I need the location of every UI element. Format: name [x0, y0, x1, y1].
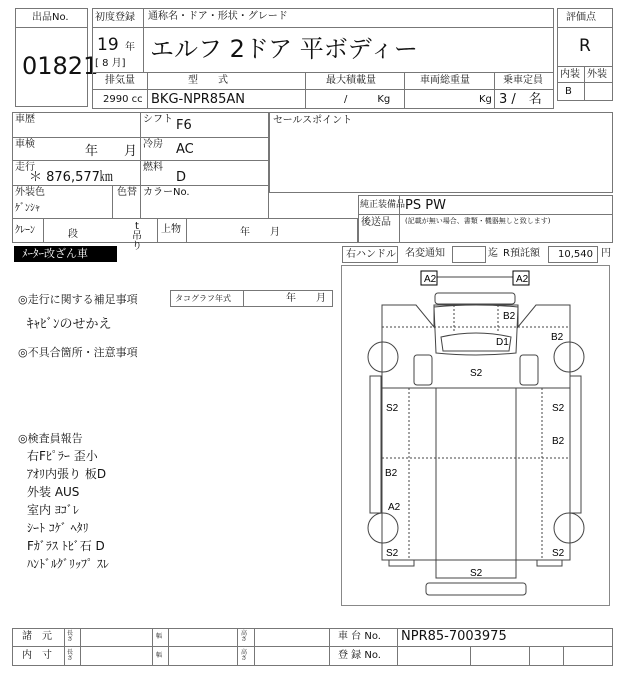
- damage-mark: S2: [386, 403, 399, 414]
- recycle-unit: 円: [601, 248, 611, 259]
- shaken-value: 年 月: [85, 144, 138, 159]
- length-label: 長さ: [67, 649, 74, 662]
- crane-label: ｸﾚｰﾝ: [15, 225, 35, 236]
- damage-mark: S2: [552, 548, 565, 559]
- damage-mark: A2: [388, 502, 401, 513]
- first-reg-cell: [92, 8, 144, 28]
- fuel-label: 燃料: [143, 162, 163, 173]
- gross-weight-label: 車両総重量: [420, 75, 470, 86]
- model-type: BKG-NPR85AN: [151, 92, 245, 107]
- chassis-number: NPR85-7003975: [401, 629, 507, 644]
- shaken-cell: [12, 137, 141, 161]
- body-label-cell: [157, 218, 187, 243]
- reg-label: 登 録 No.: [338, 650, 381, 661]
- later-label: 後送品: [361, 217, 391, 228]
- color-cell: [12, 185, 113, 219]
- mileage-label: 走行: [15, 162, 35, 173]
- inspector-item: ｱｵﾘ内張り 板D: [27, 467, 107, 481]
- type-label: 型 式: [188, 75, 228, 86]
- year-unit: 年: [125, 42, 135, 53]
- first-reg-label: 初度登録: [95, 12, 135, 23]
- ac-label: 冷房: [143, 139, 163, 150]
- chassis-label: 車 台 No.: [338, 631, 381, 642]
- interior-grade: B: [565, 86, 572, 97]
- ac-value: AC: [176, 142, 194, 157]
- damage-mark: D1: [496, 337, 509, 348]
- recycle-cell: [548, 246, 598, 263]
- equipment-value: PS PW: [405, 198, 446, 213]
- exterior-cell: [584, 82, 613, 101]
- divider: [243, 291, 244, 306]
- grade-cell: [557, 27, 613, 67]
- damage-mark: B2: [503, 311, 516, 322]
- reg-cell: [529, 646, 564, 666]
- damage-mark: A2: [424, 274, 437, 285]
- recycle-mark: 迄: [488, 248, 498, 259]
- inspector-item: ﾊﾝﾄﾞﾙｸﾞﾘｯﾌﾟ ｽﾚ: [27, 557, 109, 571]
- color-no-cell: [140, 185, 269, 219]
- right-hand-label: 右ハンドル: [346, 249, 396, 260]
- equipment-label: 純正装備品: [360, 200, 406, 210]
- inspector-label: ◎検査員報告: [18, 432, 83, 445]
- sales-point-box: [269, 112, 613, 193]
- tacho-cell: [170, 290, 333, 307]
- damage-mark: S2: [470, 568, 483, 579]
- color-label: 外装色: [15, 187, 45, 198]
- damage-mark: A2: [516, 274, 529, 285]
- lot-number: 01821: [22, 52, 99, 80]
- damage-mark: B2: [551, 332, 564, 343]
- driving-notes-label: ◎走行に関する補足事項: [18, 293, 138, 306]
- crane-stage: 段: [68, 229, 78, 240]
- recycle-label: R預託額: [503, 248, 540, 259]
- interior-label-cell: [557, 66, 585, 83]
- later-note: (記載が無い場合、書類・機器無しと致します): [405, 217, 551, 225]
- crane-label-cell: [12, 218, 44, 243]
- height-label: 高さ: [241, 649, 248, 662]
- spec-label: 諸 元: [22, 631, 52, 642]
- inspector-item: ｼｰﾄ ｺｹﾞ ﾍﾀﾘ: [27, 521, 89, 535]
- history-cell: [12, 112, 141, 138]
- later-label-cell: [358, 214, 400, 243]
- interior-cell: [557, 82, 585, 101]
- color-change-cell: [112, 185, 141, 219]
- grade-label-cell: [557, 8, 613, 28]
- shift-value: F6: [176, 118, 192, 133]
- color-change-label: 色替: [117, 187, 137, 198]
- damage-mark: S2: [552, 403, 565, 414]
- exterior-label: 外装: [587, 69, 607, 80]
- model-name: エルフ 2ドア 平ボディー: [150, 35, 418, 63]
- grade-score: R: [579, 36, 591, 56]
- damage-mark: B2: [552, 436, 565, 447]
- maxload-cell: [305, 89, 405, 109]
- ac-cell: [140, 137, 269, 161]
- inspector-item: Fｶﾞﾗｽ ﾄﾋﾞ石 D: [27, 539, 105, 553]
- gross-weight-value: Kg: [479, 94, 492, 105]
- crane-ton: t 吊り: [132, 221, 142, 252]
- shift-cell: [140, 112, 269, 138]
- sales-point-label: セールスポイント: [273, 115, 353, 126]
- displacement-value: 2990 cc: [103, 94, 143, 105]
- type-cell: [147, 89, 306, 109]
- capacity-label: 乗車定員: [503, 75, 543, 86]
- capacity-label-cell: [494, 72, 554, 90]
- width-label: 幅: [156, 652, 163, 659]
- driving-notes-text: ｷｬﾋﾞﾝのせかえ: [27, 317, 112, 332]
- meter-tamper-badge: ﾒｰﾀｰ改ざん車: [14, 246, 117, 262]
- inner-label: 内 寸: [22, 650, 52, 661]
- inspector-item: 右Fﾋﾟﾗｰ 歪小: [27, 449, 98, 463]
- maxload-label-cell: [305, 72, 405, 90]
- shift-label: シフト: [143, 114, 173, 125]
- mileage-cell: [12, 160, 141, 186]
- panel-dividers: [382, 305, 570, 560]
- reg-year: 19: [97, 35, 119, 55]
- color-no-label: カラーNo.: [143, 187, 190, 198]
- tacho-label: タコグラフ年式: [175, 294, 231, 303]
- vehicle-damage-diagram: [341, 265, 611, 606]
- reg-month: [ 8 月]: [95, 58, 126, 69]
- damage-mark: S2: [386, 548, 399, 559]
- gross-label-cell: [404, 72, 495, 90]
- fuel-value: D: [176, 170, 187, 185]
- history-label: 車歴: [15, 114, 35, 125]
- equipment-label-cell: [358, 195, 406, 215]
- inspector-items: [27, 447, 109, 573]
- width-label: 幅: [156, 633, 163, 640]
- fuel-cell: [140, 160, 269, 186]
- disp-cell: [92, 89, 148, 109]
- type-label-cell: [147, 72, 306, 90]
- name-change-label: 名変通知: [405, 248, 445, 259]
- name-label: 通称名・ドア・形状・グレード: [148, 11, 288, 22]
- max-load-label: 最大積載量: [326, 75, 376, 86]
- mileage-value: ＊ 876,577㎞: [29, 170, 113, 185]
- lot-label-cell: [15, 8, 88, 28]
- length-label: 長さ: [67, 630, 74, 643]
- damage-mark: S2: [470, 368, 483, 379]
- displacement-label: 排気量: [105, 75, 135, 86]
- shaken-label: 車検: [15, 139, 35, 150]
- truck-outline: [368, 271, 584, 595]
- damage-mark: B2: [385, 468, 398, 479]
- body-label: 上物: [161, 224, 181, 235]
- height-label: 高さ: [241, 630, 248, 643]
- body-date: 年 月: [240, 227, 280, 238]
- interior-label: 内装: [560, 69, 580, 80]
- gross-cell: [404, 89, 495, 109]
- inspector-item: 外装 AUS: [27, 485, 80, 499]
- disp-label-cell: [92, 72, 148, 90]
- grade-label: 評価点: [566, 12, 596, 23]
- color-value: ｹﾞﾝｼｬ: [15, 203, 40, 214]
- exterior-label-cell: [584, 66, 613, 83]
- name-change-box: [452, 246, 486, 263]
- capacity-cell: [494, 89, 554, 109]
- reg-cell: [470, 646, 530, 666]
- lot-label: 出品No.: [32, 12, 69, 23]
- capacity-value: 3 / 名: [499, 92, 542, 107]
- max-load-value: / Kg: [344, 94, 391, 105]
- tacho-value: 年 月: [286, 293, 326, 304]
- lot-cell: [15, 27, 99, 107]
- defects-label: ◎不具合箇所・注意事項: [18, 346, 138, 359]
- recycle-value: 10,540: [558, 249, 593, 260]
- right-hand-cell: [342, 246, 398, 263]
- inspector-item: 室内 ﾖｺﾞﾚ: [27, 503, 79, 517]
